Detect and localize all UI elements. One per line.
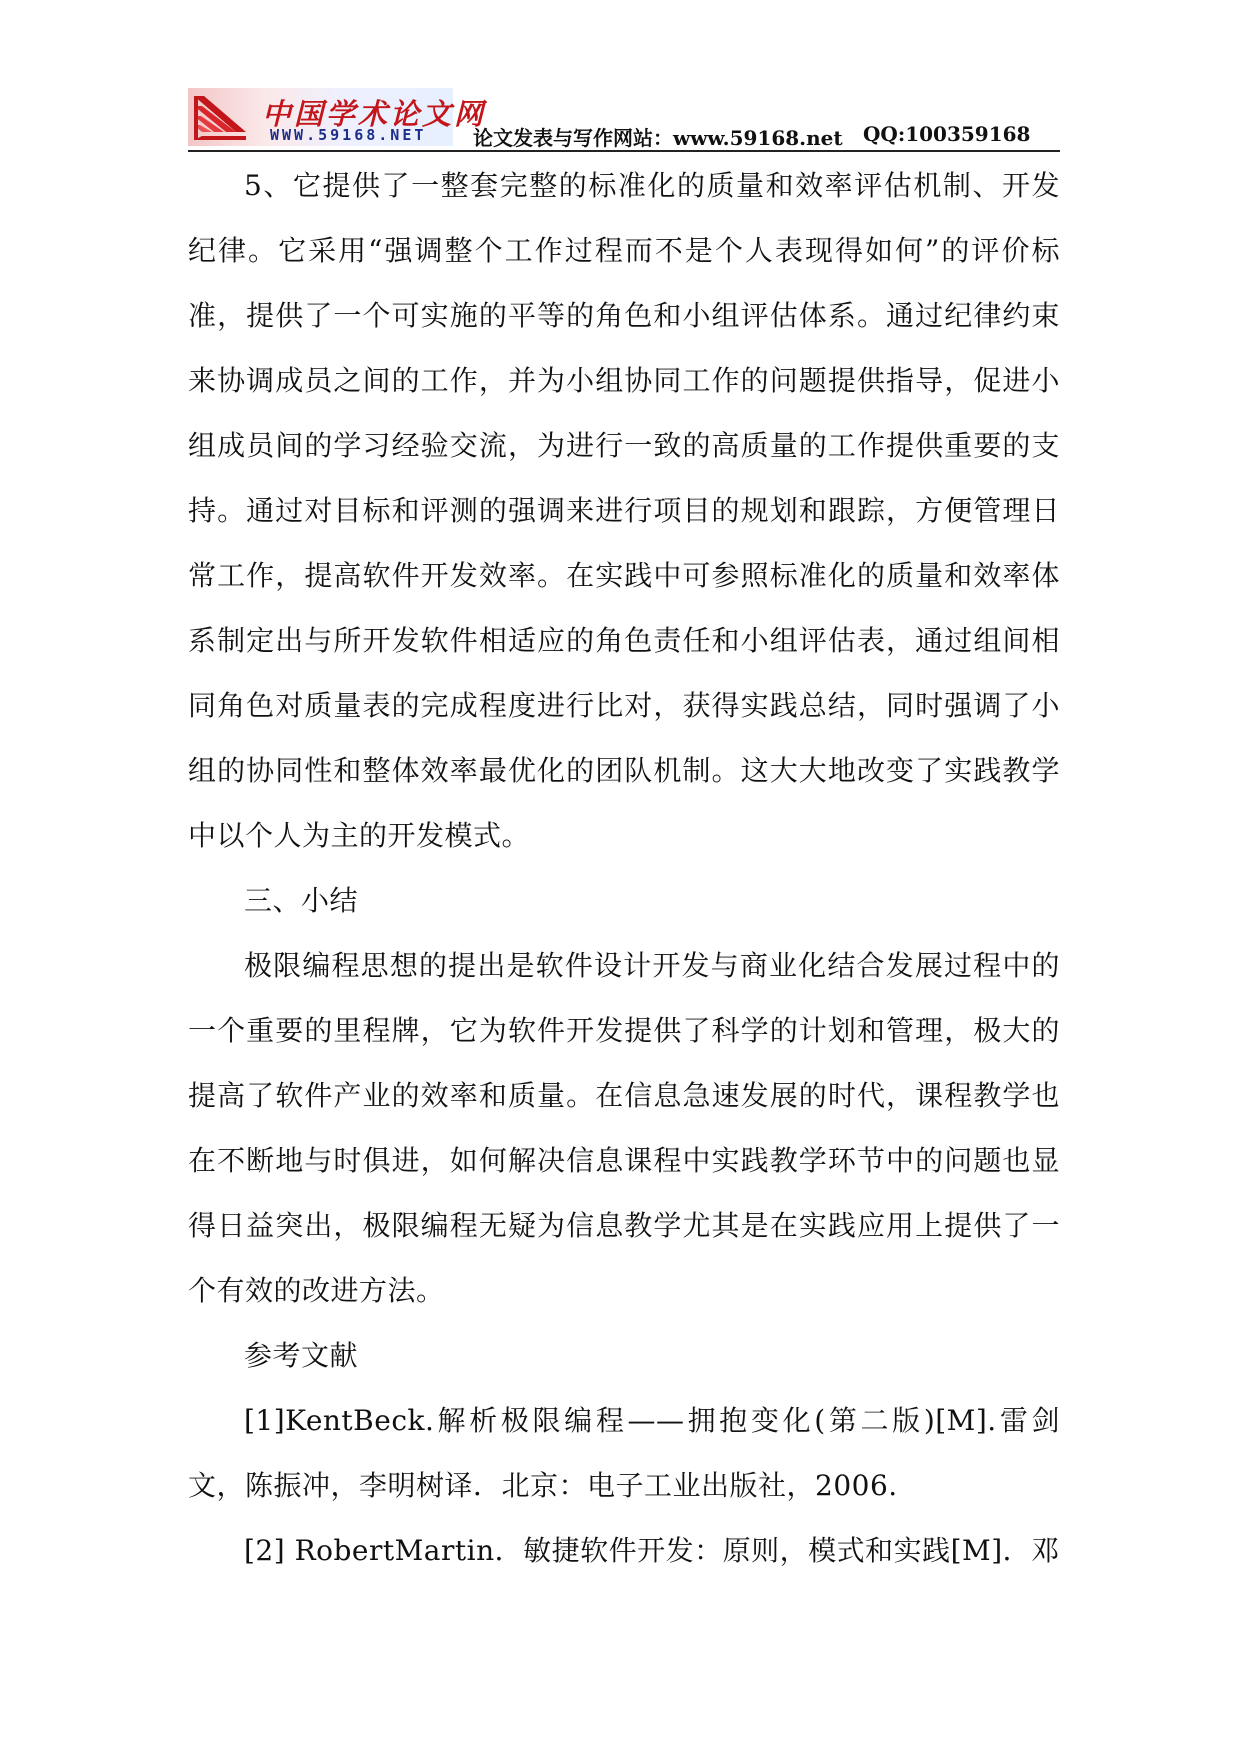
page-header (188, 88, 1060, 152)
logo-title: 中国学术论文网 (262, 97, 487, 131)
paragraph-summary: 极限编程思想的提出是软件设计开发与商业化结合发展过程中的一个重要的里程牌，它为软件开发提供了科学的计划和管理，极大的提高了软件产业的效率和质量。在信息急速发展的时代，课程教学也在不断地与时俱进，如何解决信息课程中实践教学环节中的问题也显得日益突出，极限编程无疑为信息教学尤其是在实践应用上提供了一个有效的改进方法。 (188, 949, 1060, 1307)
section-heading-summary: 三、小结 (244, 884, 359, 917)
paragraph-point-5: 5、它提供了一整套完整的标准化的质量和效率评估机制、开发纪律。它采用“强调整个工作过程而不是个人表现得如何”的评价标准，提供了一个可实施的平等的角色和小组评估体系。通过纪律约束来协调成员之间的工作，并为小组协同工作的问题提供指导，促进小组成员间的学习经验交流，为进行一致的高质量的工作提供重要的支持。通过对目标和评测的强调来进行项目的规划和跟踪，方便管理日常工作，提高软件开发效率。在实践中可参照标准化的质量和效率体系制定出与所开发软件相适应的角色责任和小组评估表，通过组间相同角色对质量表的完成程度进行比对，获得实践总结，同时强调了小组的协同性和整体效率最优化的团队机制。这大大地改变了实践教学中以个人为主的开发模式。 (188, 169, 1060, 852)
reference-item-1: [1]KentBeck.解析极限编程——拥抱变化(第二版)[M].雷剑文，陈振冲，李明树译．北京：电子工业出版社，2006. (188, 1404, 1060, 1502)
qq-info-text: QQ:100359168 (863, 122, 1031, 146)
site-info-text: 论文发表与写作网站：www.59168.net (473, 126, 843, 150)
document-body (188, 153, 1060, 1583)
references-heading: 参考文献 (244, 1339, 359, 1372)
logo-url: WWW.59168.NET (270, 126, 427, 144)
reference-item-2: [2] RobertMartin．敏捷软件开发：原则，模式和实践[M]．邓 (244, 1534, 1060, 1567)
site-logo (188, 88, 487, 146)
red-stripes-logo-icon (192, 92, 248, 142)
